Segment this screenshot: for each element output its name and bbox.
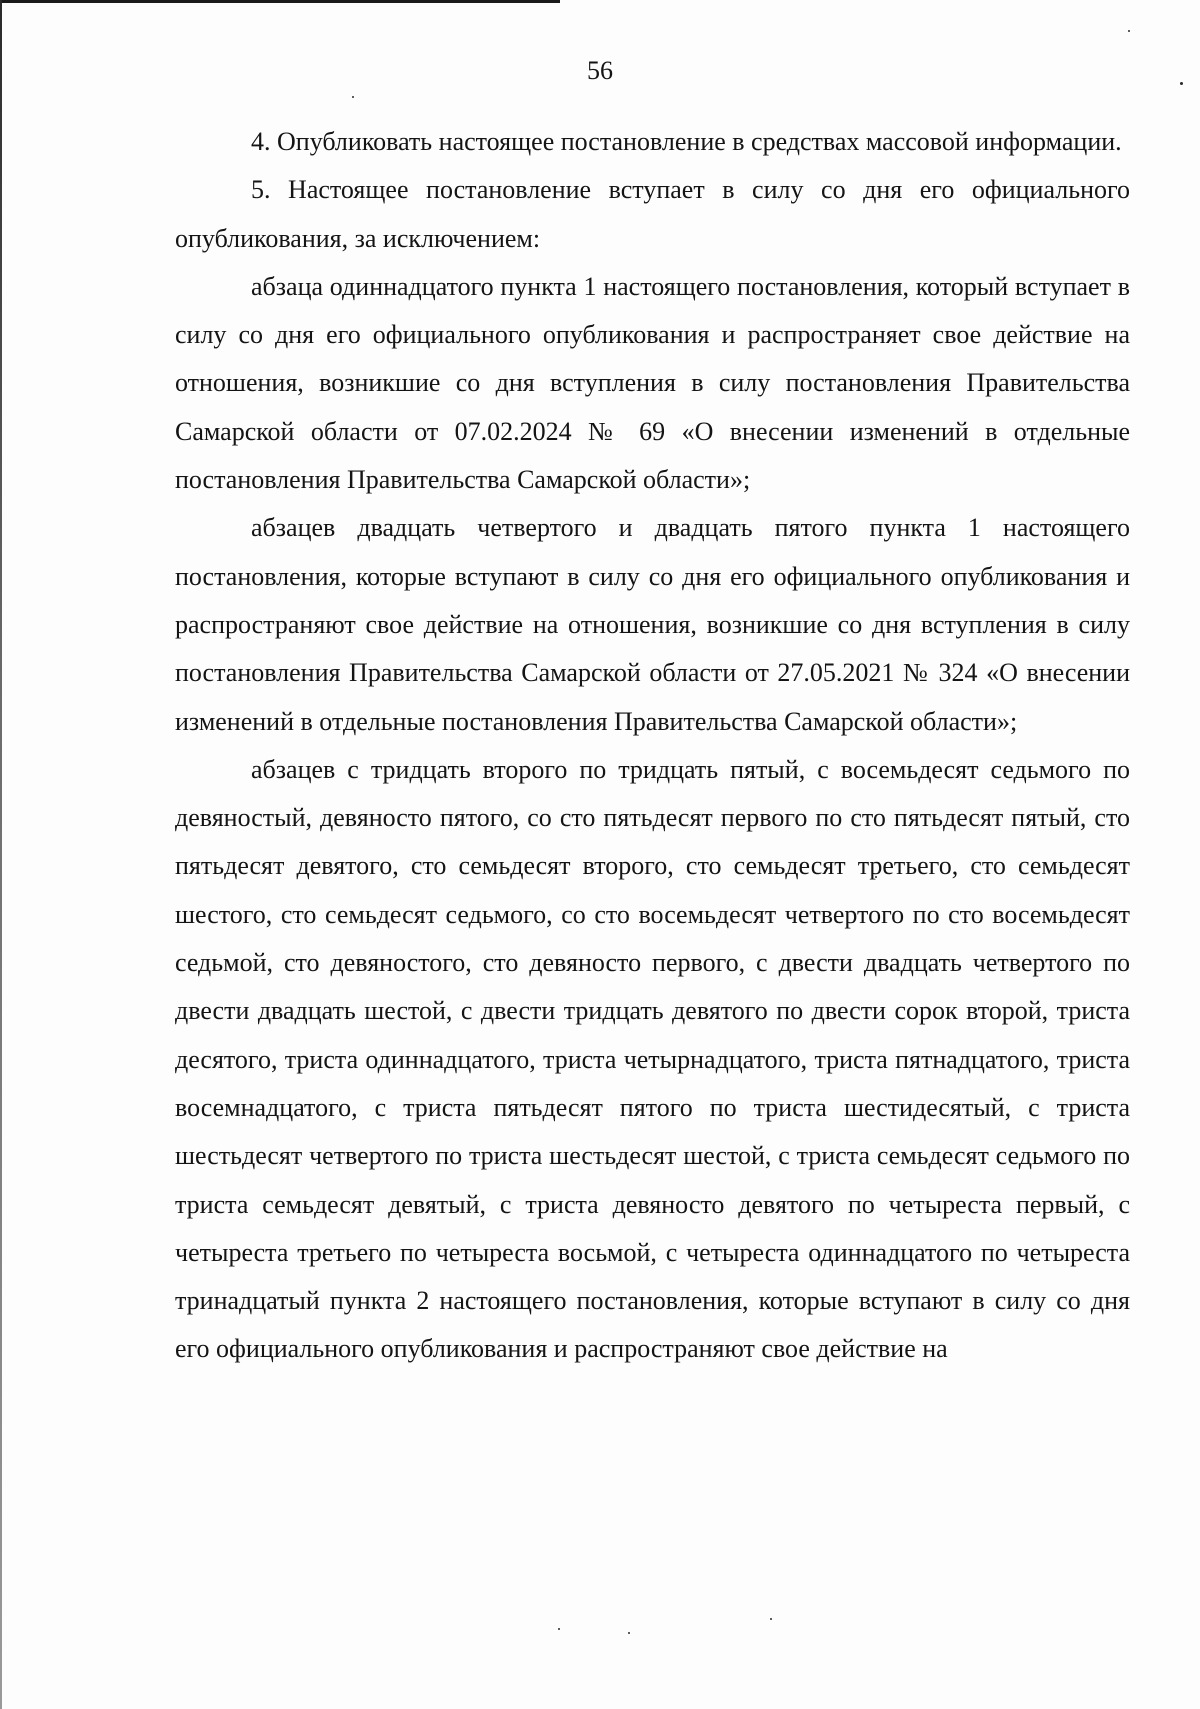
paragraph-exception-3: абзацев с тридцать второго по тридцать пятый, с восемьдесят седьмого по девяностый, девяносто пятого, со сто пятьдесят первого по сто пятьдесят пятый, сто пятьдесят девятого, сто семьдесят второго, сто семьдесят третьего, сто семьдесят шестого, сто семьдесят седьмого, со сто восемьдесят четвертого по сто восемьдесят седьмой, сто девяностого, сто девяносто первого, с двести двадцать четвертого по двести двадцать шестой, с двести тридцать девятого по двести сорок второй, триста десятого, триста одиннадцатого, триста четырнадцатого, триста пятнадцатого, триста восемнадцатого, с триста пятьдесят пятого по триста шестидесятый, с триста шестьдесят четвертого по триста шестьдесят шестой, с триста семьдесят седьмого по триста семьдесят девятый, с триста девяносто девятого по четыреста первый, с четыреста третьего по четыреста восьмой, с четыреста одиннадцатого по четыреста тринадцатый пункта 2 настоящего постановления, которые вступают в силу со дня его официального опубликования и распространяют свое действие на <box>175 754 1130 1364</box>
scan-speck <box>352 96 354 98</box>
paragraph-item-5: 5. Настоящее постановление вступает в силу со дня его официального опубликования, за исключением: <box>175 175 1130 253</box>
scan-speck <box>770 1618 772 1620</box>
scan-speck <box>1128 30 1130 32</box>
paragraph-exception-1: абзаца одиннадцатого пункта 1 настоящего постановления, который вступает в силу со дня его официального опубликования и распространяет свое действие на отношения, возникшие со дня вступления в силу постановления Правительства Самарской области от 07.02.2024 № 69 «О внесении изменений в отдельные постановления Правительства Самарской области»; <box>175 271 1130 495</box>
paragraph-exception-2: абзацев двадцать четвертого и двадцать пятого пункта 1 настоящего постановления, которые вступают в силу со дня его официального опубликования и распространяют свое действие на отношения, возникшие со дня вступления в силу постановления Правительства Самарской области от 27.05.2021 № 324 «О внесении изменений в отдельные постановления Правительства Самарской области»; <box>175 513 1130 736</box>
page-number: 56 <box>587 56 613 85</box>
scan-top-edge <box>0 0 560 3</box>
scan-left-edge <box>0 0 2 1709</box>
paragraph-item-4: 4. Опубликовать настоящее постановление в средствах массовой информации. <box>251 127 1122 156</box>
scan-speck <box>628 1632 630 1634</box>
document-body <box>175 118 1130 1374</box>
scan-speck <box>558 1628 560 1630</box>
